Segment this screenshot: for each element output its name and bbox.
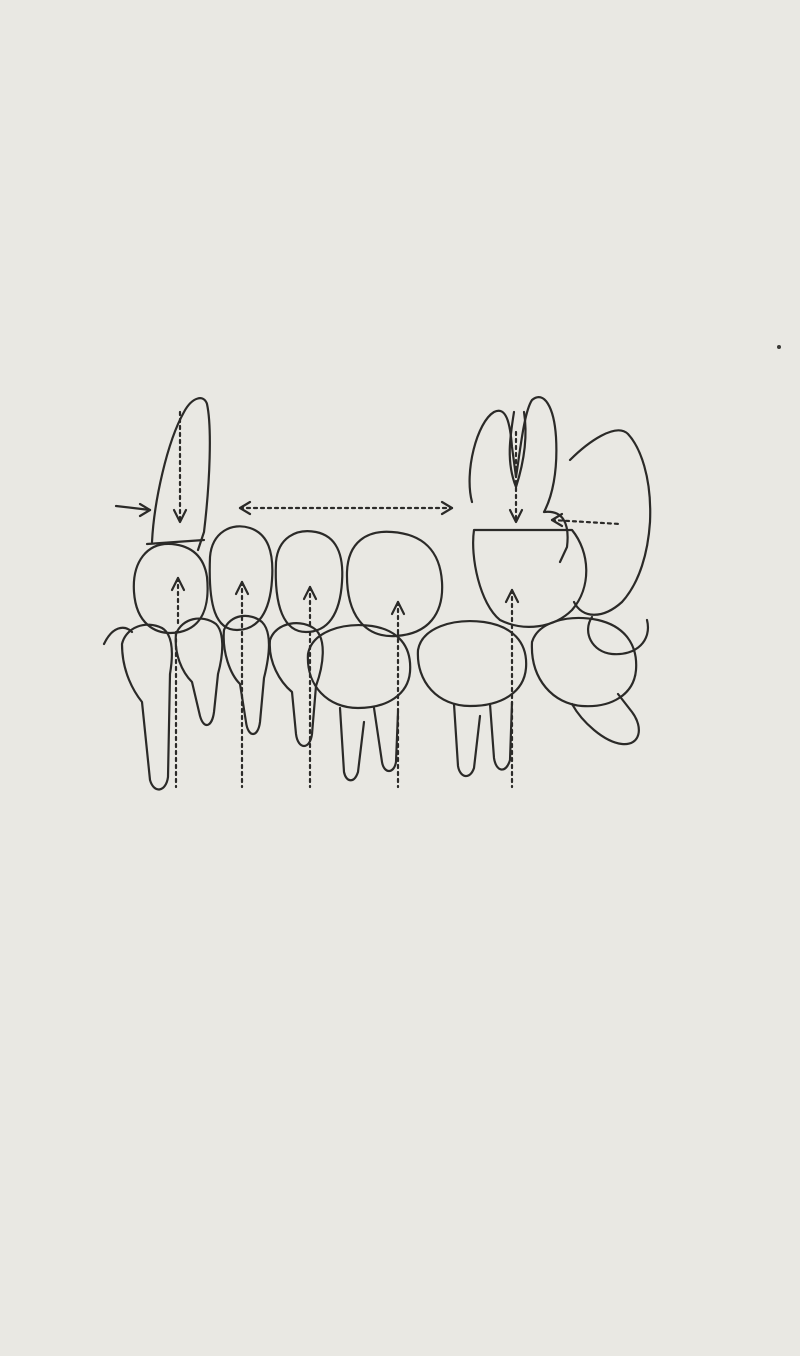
lower-molar-2: [418, 621, 526, 706]
dental-bridge-figure: [92, 382, 677, 822]
paragraph-line: [62, 857, 696, 888]
page-speck: [777, 345, 781, 349]
lower-tooth-3: [224, 616, 269, 734]
phantom-tooth-3: [347, 532, 442, 636]
paragraph-line: [62, 1040, 696, 1071]
lower-molar-1: [308, 625, 410, 708]
lower-tooth-left: [122, 625, 172, 790]
molar-tooth-d-crown: [473, 530, 586, 627]
running-head: [62, 104, 696, 130]
paragraph-line: [62, 979, 696, 1010]
bottom-text: [62, 826, 696, 1070]
paragraph-line: [62, 887, 696, 918]
teeth-force-diagram: [92, 382, 677, 822]
paragraph-line: [62, 1009, 696, 1040]
lower-molar-3: [532, 618, 636, 706]
paragraph-line: [62, 948, 696, 979]
paragraph-line: [62, 918, 696, 949]
phantom-tooth-1: [210, 526, 273, 630]
lower-tooth-2: [176, 619, 223, 725]
paragraph-line: [62, 826, 696, 857]
